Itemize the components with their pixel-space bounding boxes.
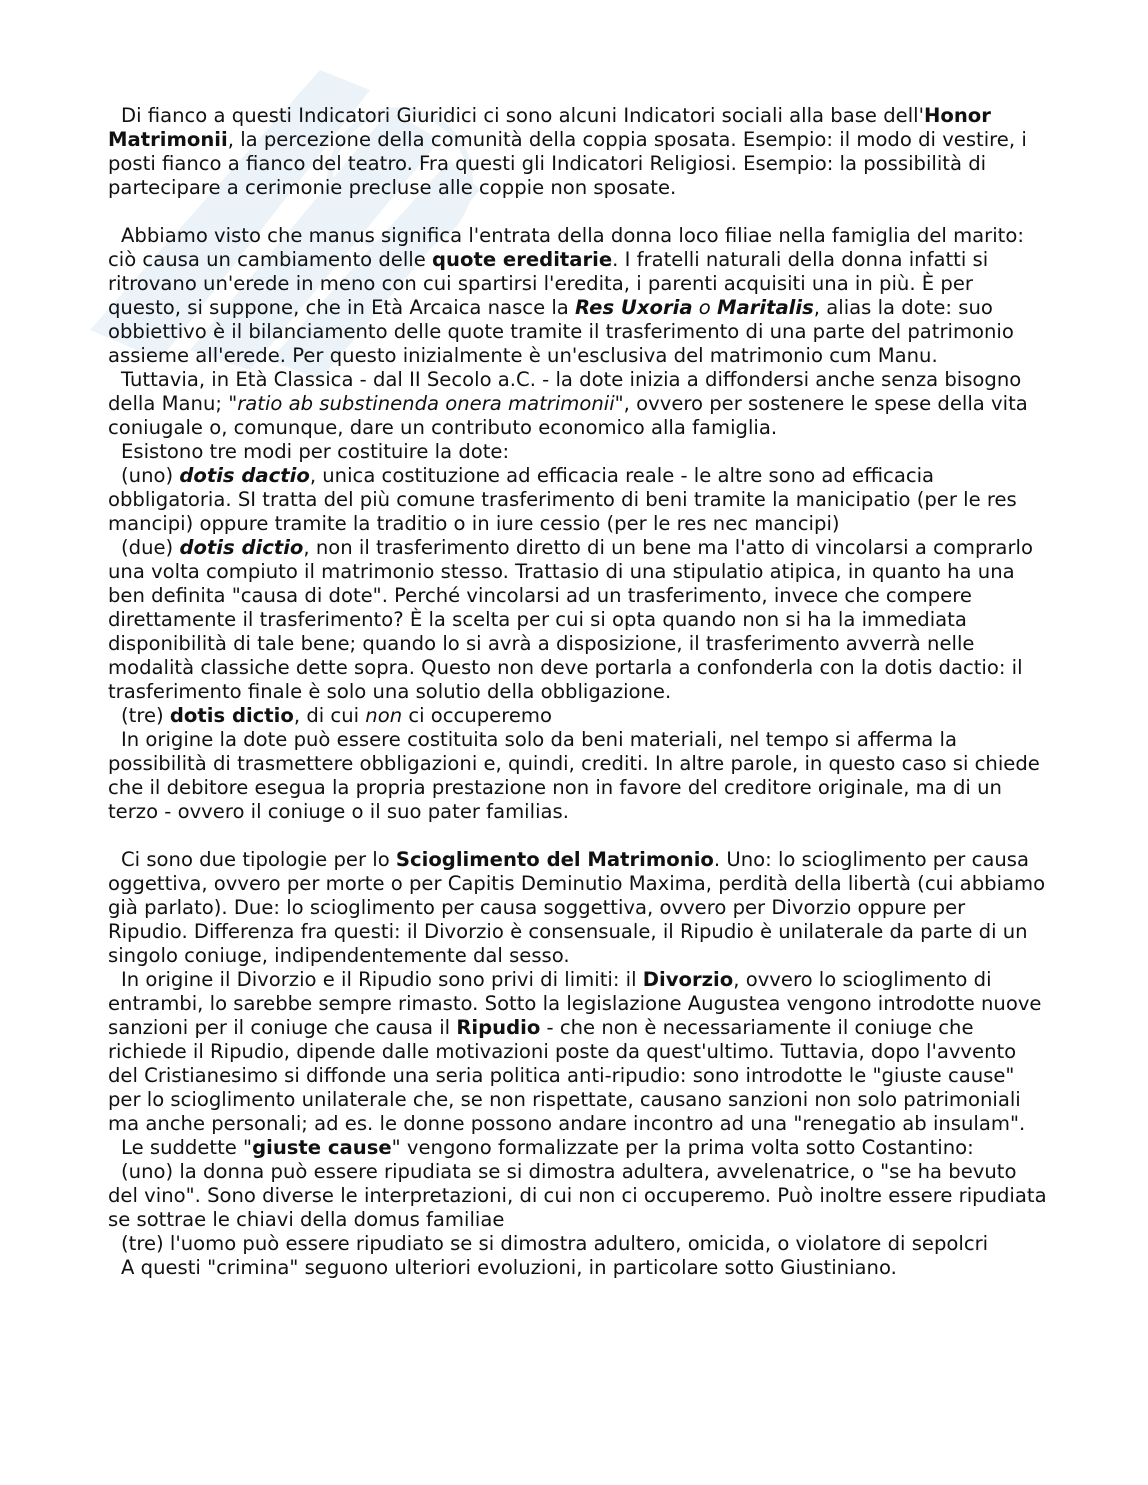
text-run: In origine la dote può essere costituita solo da beni materiali, nel tempo si afferma la possibilità di trasmettere obbligazioni e, quindi, crediti. In altre parole, in questo caso si chiede che il debitore esegua la propria prestazione non in favore del creditore originale, ma di un terzo - ovvero il coniuge o il suo pater familias. <box>108 728 1040 823</box>
text-run: Di fianco a questi Indicatori Giuridici ci sono alcuni Indicatori sociali alla base dell' <box>121 104 924 127</box>
paragraph-divorzio-ripudio <box>108 968 1048 1136</box>
paragraph-crimina <box>108 1256 1048 1280</box>
bold-term-ripudio: Ripudio <box>456 1016 541 1039</box>
text-run: , alias la dote: suo obbiettivo è il bilanciamento delle quote tramite il trasferimento di una parte del patrimonio assieme all'erede. Per questo inizialmente è un'esclusiva del matrimonio cum Manu. <box>108 296 1014 367</box>
text-run: Ci sono due tipologie per lo <box>121 848 396 871</box>
bold-term-giuste-cause: giuste cause <box>252 1136 392 1159</box>
bold-term-honor-matrimonii: Honor Matrimonii <box>108 104 991 151</box>
paragraph-donna-ripudiata <box>108 1160 1048 1232</box>
text-run: A questi "crimina" seguono ulteriori evoluzioni, in particolare sotto Giustiniano. <box>121 1256 897 1279</box>
paragraph-uomo-ripudiato <box>108 1232 1048 1256</box>
text-run: (uno) <box>121 464 180 487</box>
italic-word-non: non <box>365 704 403 727</box>
bold-term-scioglimento: Scioglimento del Matrimonio <box>395 848 714 871</box>
text-run: (tre) <box>121 704 170 727</box>
paragraph-honor-matrimonii <box>108 104 1048 200</box>
text-run: In origine il Divorzio e il Ripudio sono privi di limiti: il <box>121 968 643 991</box>
paragraph-tre-modi <box>108 440 1048 464</box>
text-run: (due) <box>121 536 180 559</box>
text-run: , di cui <box>293 704 366 727</box>
text-run: Tuttavia, in Età Classica - dal II Secolo a.C. - la dote inizia a diffondersi anche senza bisogno della Manu; " <box>108 368 1022 415</box>
text-run: ci occuperemo <box>402 704 552 727</box>
document-body <box>108 104 1048 1280</box>
paragraph-giuste-cause <box>108 1136 1048 1160</box>
italic-quote-ratio: ratio ab substinenda onera matrimonii <box>237 392 615 415</box>
text-run: , unica costituzione ad efficacia reale - le altre sono ad efficacia obbligatoria. SI tratta del più comune trasferimento di beni tramite la manicipatio (per le res mancipi) oppure tramite la traditio o in iure cessio (per le res nec mancipi) <box>108 464 1017 535</box>
bold-term-dotis-dictio: dotis dictio <box>169 704 294 727</box>
bold-italic-term-res-uxoria: Res Uxoria <box>575 296 693 319</box>
text-run: Le suddette " <box>121 1136 253 1159</box>
paragraph-dotis-dactio <box>108 464 1048 536</box>
bold-term-quote-ereditarie: quote ereditarie <box>432 248 613 271</box>
text-run: Abbiamo visto che manus significa l'entrata della donna loco filiae nella famiglia del marito: ciò causa un cambiamento delle <box>108 224 1024 271</box>
paragraph-manus-dote <box>108 224 1048 368</box>
text-run: , ovvero lo scioglimento di entrambi, lo sarebbe sempre rimasto. Sotto la legislazione Augustea vengono introdotte nuove sanzioni per il coniuge che causa il <box>108 968 1042 1039</box>
text-run: " vengono formalizzate per la prima volta sotto Costantino: <box>391 1136 974 1159</box>
bold-term-divorzio: Divorzio <box>642 968 734 991</box>
paragraph-eta-classica <box>108 368 1048 440</box>
text-run: (uno) la donna può essere ripudiata se si dimostra adultera, avvelenatrice, o "se ha bevuto del vino". Sono diverse le interpretazioni, di cui non ci occuperemo. Può inoltre essere ripudiata se sottrae le chiavi della domus familiae <box>108 1160 1047 1231</box>
text-run: (tre) l'uomo può essere ripudiato se si dimostra adultero, omicida, o violatore di sepolcri <box>121 1232 989 1255</box>
text-run: Esistono tre modi per costituire la dote: <box>121 440 510 463</box>
bold-italic-term-dotis-dictio: dotis dictio <box>179 536 304 559</box>
text-run: ", ovvero per sostenere le spese della vita coniugale o, comunque, dare un contributo economico alla famiglia. <box>108 392 1028 439</box>
text-run: - che non è necessariamente il coniuge che richiede il Ripudio, dipende dalle motivazioni poste da quest'ultimo. Tuttavia, dopo l'avvento del Cristianesimo si diffonde una seria politica anti-ripudio: sono introdotte le "giuste cause" per lo scioglimento unilaterale che, se non rispettate, causano sanzioni non solo patrimoniali ma anche personali; ad es. le donne possono andare incontro ad una "renegatio ab insulam". <box>108 1016 1026 1135</box>
paragraph-origine-dote <box>108 728 1048 824</box>
text-run: , la percezione della comunità della coppia sposata. Esempio: il modo di vestire, i posti fianco a fianco del teatro. Fra questi gli Indicatori Religiosi. Esempio: la possibilità di partecipare a cerimonie precluse alle coppie non sposate. <box>108 128 1027 199</box>
italic-connector: o <box>692 296 717 319</box>
paragraph-dotis-dictio-tre <box>108 704 1048 728</box>
text-run: . I fratelli naturali della donna infatti si ritrovano un'erede in meno con cui spartirsi l'eredita, i parenti acquisiti una in più. È per questo, si suppone, che in Età Arcaica nasce la <box>108 248 989 319</box>
paragraph-dotis-dictio <box>108 536 1048 704</box>
bold-italic-term-dotis-dactio: dotis dactio <box>179 464 310 487</box>
paragraph-scioglimento <box>108 848 1048 968</box>
bold-italic-term-maritalis: Maritalis <box>717 296 814 319</box>
text-run: . Uno: lo scioglimento per causa oggettiva, ovvero per morte o per Capitis Deminutio Maxima, perdità della libertà (cui abbiamo già parlato). Due: lo scioglimento per causa soggettiva, ovvero per Divorzio oppure per Ripudio. Differenza fra questi: il Divorzio è consensuale, il Ripudio è unilaterale da parte di un singolo coniuge, indipendentemente dal sesso. <box>108 848 1046 967</box>
text-run: , non il trasferimento diretto di un bene ma l'atto di vincolarsi a comprarlo una volta compiuto il matrimonio stesso. Trattasio di una stipulatio atipica, in quanto ha una ben definita "causa di dote". Perché vincolarsi ad un trasferimento, invece che compere direttamente il trasferimento? È la scelta per cui si opta quando non si ha la immediata disponibilità di tale bene; quando lo si avrà a disposizione, il trasferimento avverrà nelle modalità classiche dette sopra. Questo non deve portarla a confonderla con la dotis dactio: il trasferimento finale è solo una solutio della obbligazione. <box>108 536 1033 703</box>
